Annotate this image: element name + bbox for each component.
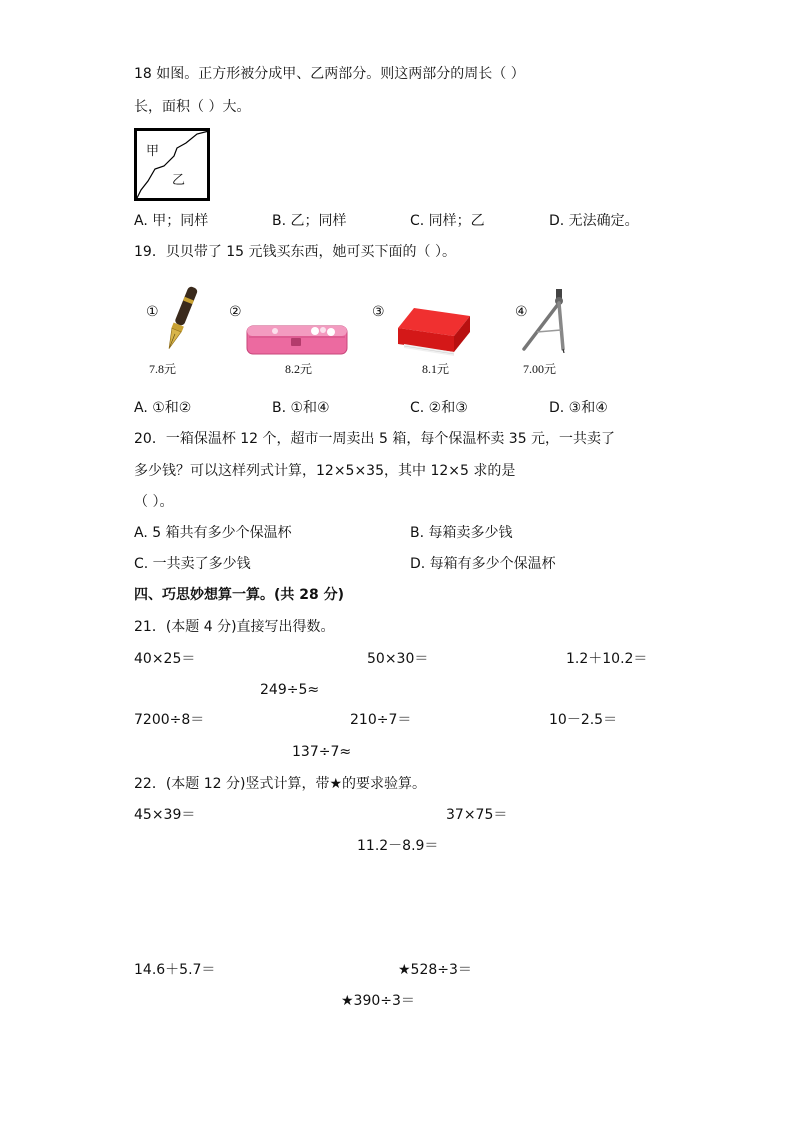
price-4: 7.00元 [523,362,557,376]
q18-option-b: B. 乙；同样 [272,213,347,229]
label-yi: 乙 [172,173,186,188]
q19-stem: 19．贝贝带了 15 元钱买东西，她可买下面的（ ）。 [134,244,456,260]
q21-item-8: 137÷7≈ [292,744,352,760]
q21-item-6: 210÷7＝ [350,712,412,728]
q22-item-5: ★528÷3＝ [398,962,472,978]
q20-line1: 20．一箱保温杯 12 个，超市一周卖出 5 箱，每个保温杯卖 35 元，一共卖了 [134,431,616,447]
q20-option-b: B. 每箱卖多少钱 [410,525,513,541]
q20-option-d: D. 每箱有多少个保温杯 [410,556,556,572]
q22-item-1: 45×39＝ [134,807,196,823]
q18-line2: 长，面积（ ）大。 [134,99,251,115]
q18-option-d: D. 无法确定。 [549,213,639,229]
q21-stem: 21．(本题 4 分)直接写出得数。 [134,619,335,635]
q21-item-1: 40×25＝ [134,651,196,667]
q21-item-3: 1.2＋10.2＝ [566,651,648,667]
q22-item-2: 37×75＝ [446,807,508,823]
price-2: 8.2元 [285,362,313,376]
price-1: 7.8元 [149,362,177,376]
q20-line3: （ ）。 [134,494,174,510]
compass-icon [520,287,572,353]
q22-item-3: 11.2－8.9＝ [357,838,439,854]
pencil-case-icon [245,320,349,358]
q19-option-b: B. ①和④ [272,400,330,416]
section-4-title: 四、巧思妙想算一算。(共 28 分) [134,587,345,603]
q19-option-a: A. ①和② [134,400,192,416]
marker-1: ① [146,304,159,320]
q22-item-4: 14.6＋5.7＝ [134,962,216,978]
marker-4: ④ [515,304,528,320]
q21-item-7: 10－2.5＝ [549,712,618,728]
q19-option-d: D. ③和④ [549,400,608,416]
q22-item-6: ★390÷3＝ [341,993,415,1009]
price-3: 8.1元 [422,362,450,376]
q19-option-c: C. ②和③ [410,400,468,416]
q18-line1: 18 如图。正方形被分成甲、乙两部分。则这两部分的周长（ ） [134,66,525,82]
q18-option-a: A. 甲；同样 [134,213,209,229]
book-icon [396,306,472,360]
q20-option-a: A. 5 箱共有多少个保温杯 [134,525,292,541]
q18-option-c: C. 同样；乙 [410,213,485,229]
q21-item-5: 7200÷8＝ [134,712,205,728]
q22-stem: 22．(本题 12 分)竖式计算，带★的要求验算。 [134,776,427,792]
q20-option-c: C. 一共卖了多少钱 [134,556,251,572]
square-figure [134,128,212,202]
fountain-pen-icon [164,283,198,355]
q21-item-4: 249÷5≈ [260,682,320,698]
q20-line2: 多少钱？可以这样列式计算，12×5×35，其中 12×5 求的是 [134,463,516,479]
marker-2: ② [229,304,242,320]
q21-item-2: 50×30＝ [367,651,429,667]
label-jia: 甲 [146,144,160,159]
marker-3: ③ [372,304,385,320]
square-outline [136,130,209,200]
